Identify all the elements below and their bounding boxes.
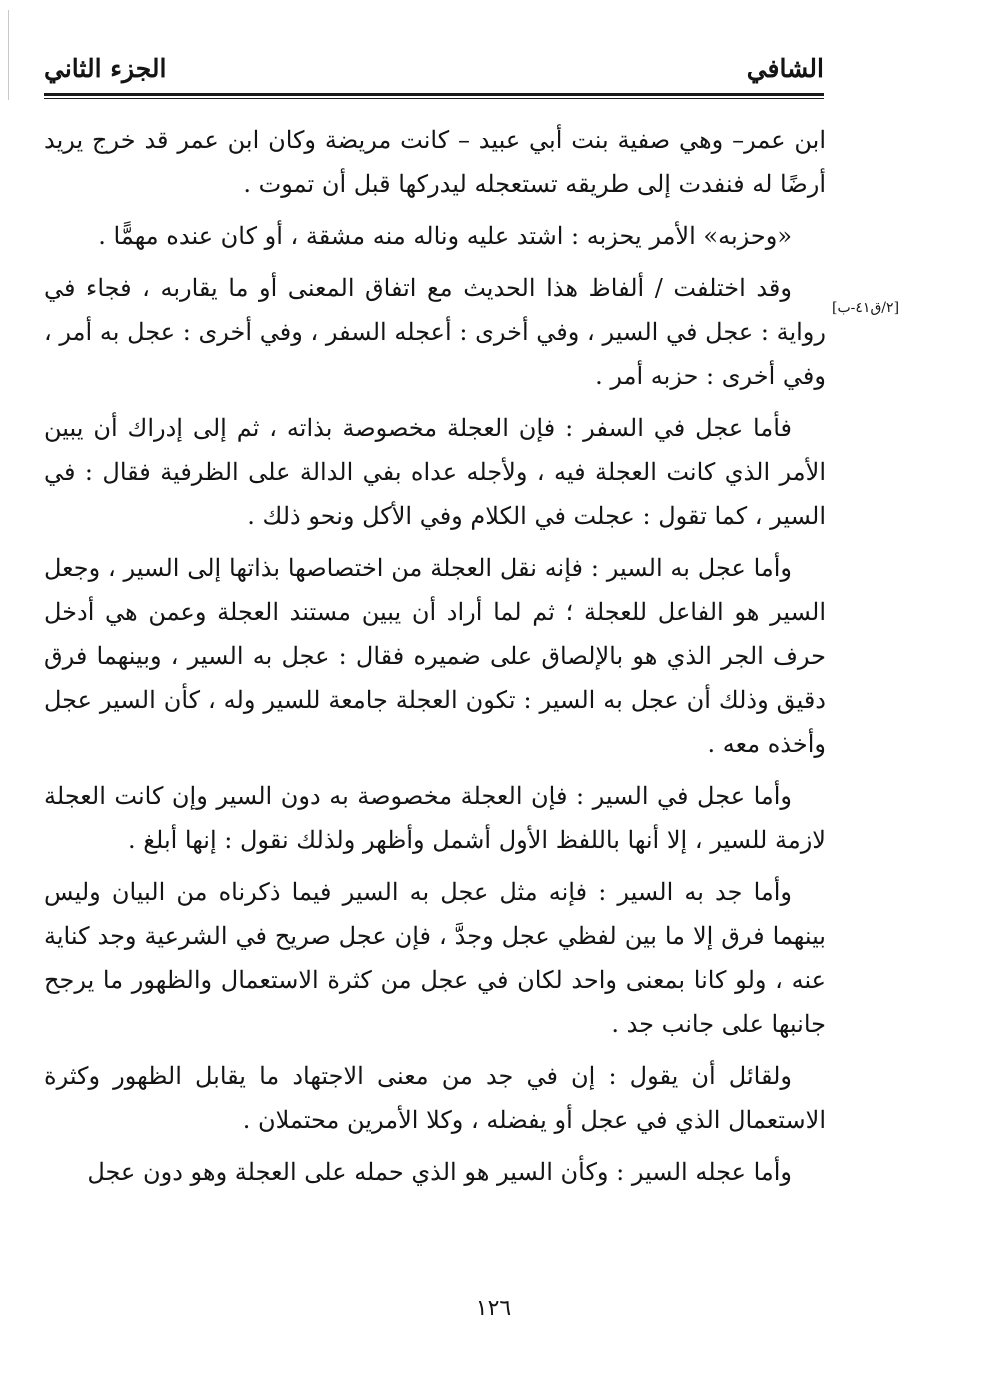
paragraph: وأما عجل به السير : فإنه نقل العجلة من اختصاصها بذاتها إلى السير ، وجعل السير هو الفاعل للعجلة ؛ ثم لما أراد أن يبين مستند العجلة وعمن هي أدخل حرف الجر الذي هو بالإلصاق على ضميره فقال : عجل به السير ، وبينهما فرق دقيق وذلك أن عجل به السير : تكون العجلة جامعة للسير وله ، كأن السير عجل وأخذه معه . bbox=[44, 554, 826, 758]
manuscript-folio-note: [٢/ق٤١-ب] bbox=[832, 300, 900, 316]
header-rule-thin bbox=[44, 98, 824, 99]
paragraph: ولقائل أن يقول : إن في جد من معنى الاجتهاد ما يقابل الظهور وكثرة الاستعمال الذي في عجل أو يفضله ، وكلا الأمرين محتملان . bbox=[44, 1062, 826, 1134]
book-title: الشافي bbox=[746, 54, 824, 83]
paragraph: وأما عجل في السير : فإن العجلة مخصوصة به دون السير وإن كانت العجلة لازمة للسير ، إلا أنها باللفظ الأول أشمل وأظهر ولذلك نقول : إنها أبلغ . bbox=[44, 782, 826, 854]
body-text bbox=[44, 118, 826, 1202]
volume-title: الجزء الثاني bbox=[44, 54, 167, 83]
header-rule-thick bbox=[44, 93, 824, 96]
paragraph: ابن عمر– وهي صفية بنت أبي عبيد – كانت مريضة وكان ابن عمر قد خرج يريد أرضًا له فنفدت إلى طريقه تستعجله ليدركها قبل أن تموت . bbox=[44, 126, 826, 198]
paragraph: فأما عجل في السفر : فإن العجلة مخصوصة بذاته ، ثم إلى إدراك أن يبين الأمر الذي كانت العجلة فيه ، ولأجله عداه بفي الدالة على الظرفية فقال : في السير ، كما تقول : عجلت في الكلام وفي الأكل ونحو ذلك . bbox=[44, 414, 826, 530]
paragraph: وقد اختلفت / ألفاظ هذا الحديث مع اتفاق المعنى أو ما يقاربه ، فجاء في رواية : عجل في السير ، وفي أخرى : أعجله السفر ، وفي أخرى : عجل به أمر ، وفي أخرى : حزبه أمر . bbox=[44, 274, 826, 390]
paragraph: وأما جد به السير : فإنه مثل عجل به السير فيما ذكرناه من البيان وليس بينهما فرق إلا ما بين لفظي عجل وجدَّ ، فإن عجل صريح في الشرعية وجد كناية عنه ، ولو كانا بمعنى واحد لكان في عجل من كثرة الاستعمال والظهور ما يرجح جانبها على جانب جد . bbox=[44, 878, 827, 1038]
paragraph: «وحزبه» الأمر يحزبه : اشتد عليه وناله منه مشقة ، أو كان عنده مهمًّا . bbox=[98, 222, 792, 250]
gutter-line bbox=[8, 10, 9, 100]
page-number: ١٢٦ bbox=[475, 1296, 512, 1321]
paragraph: وأما عجله السير : وكأن السير هو الذي حمله على العجلة وهو دون عجل bbox=[87, 1158, 792, 1186]
running-header bbox=[44, 48, 824, 92]
